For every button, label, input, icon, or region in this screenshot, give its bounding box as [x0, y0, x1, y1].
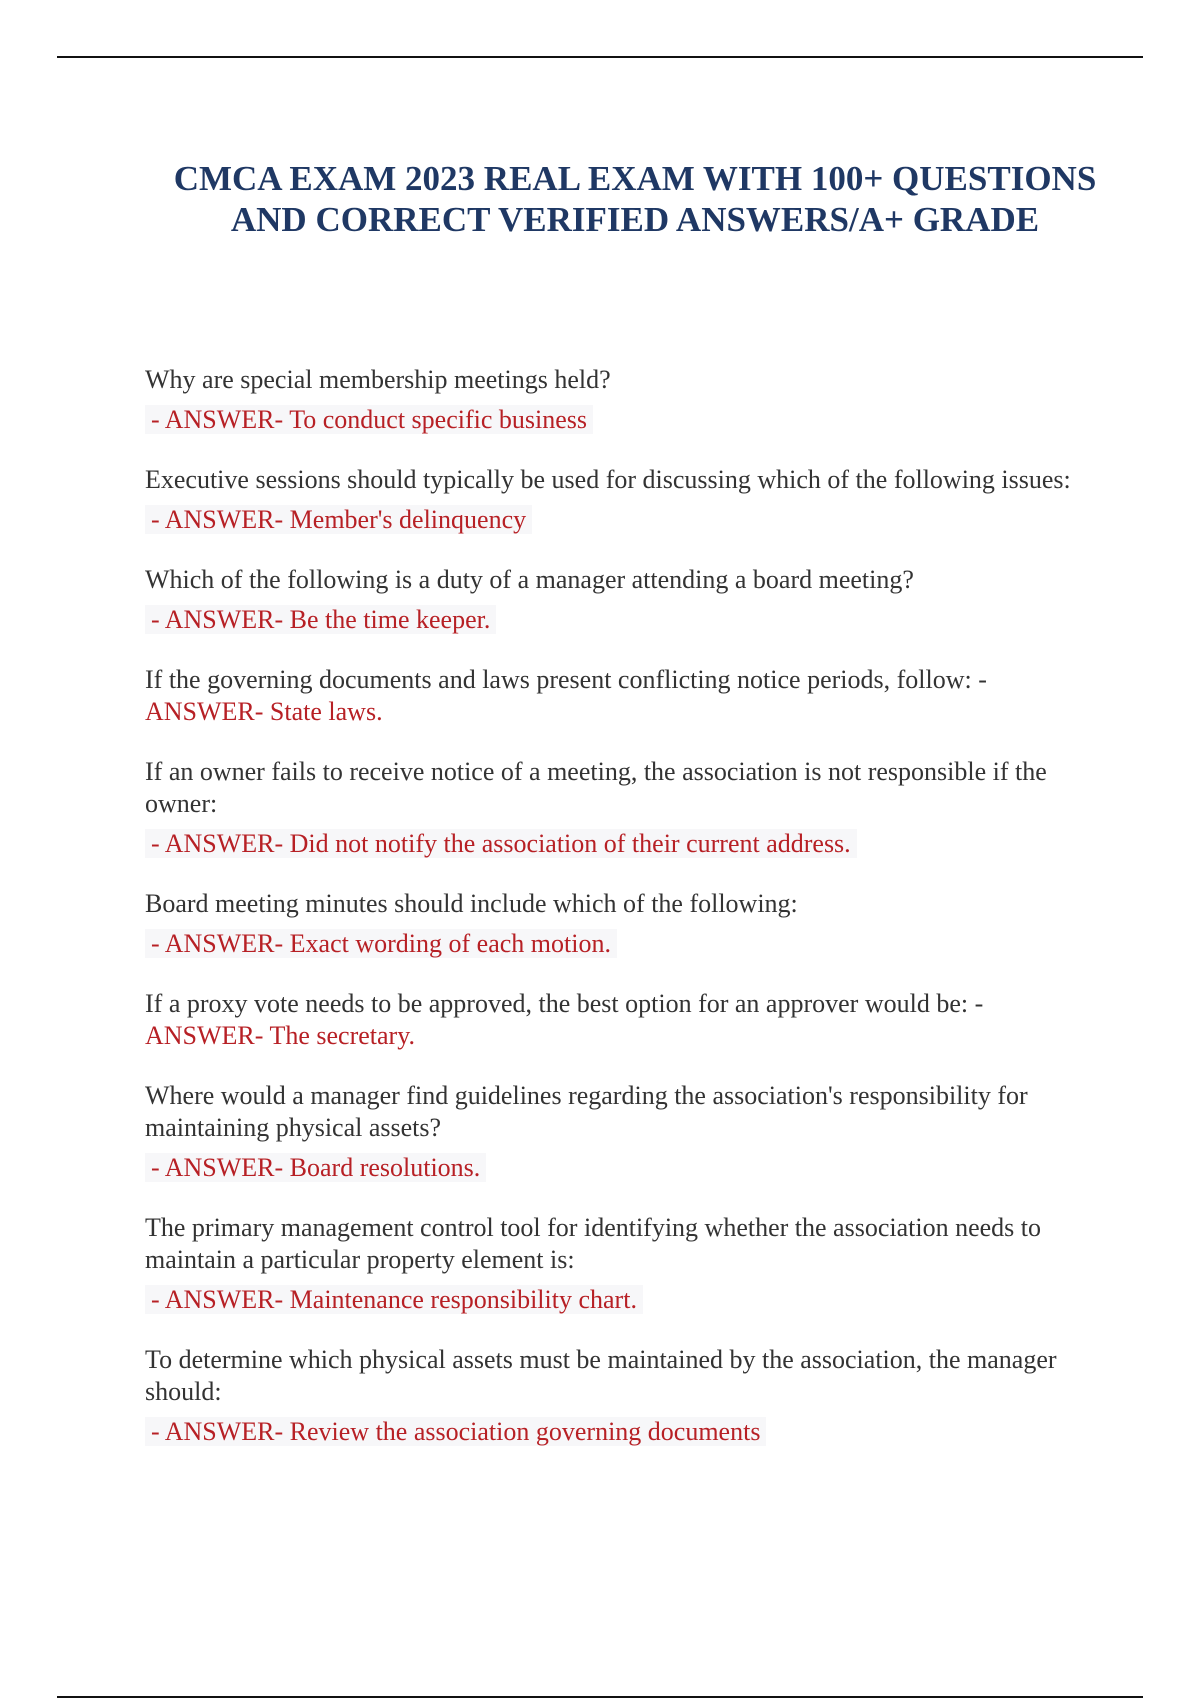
- qa-item-6: [145, 888, 1095, 960]
- answer-text: - ANSWER- Member's delinquency: [145, 505, 532, 534]
- top-rule: [57, 56, 1143, 58]
- title-line-2: AND CORRECT VERIFIED ANSWERS/A+ GRADE: [230, 200, 1040, 239]
- qa-item-5: [145, 756, 1095, 860]
- answer-text: - ANSWER- Review the association governing documents: [145, 1417, 766, 1446]
- answer-block: [145, 1416, 1095, 1448]
- question-text: Which of the following is a duty of a manager attending a board meeting?: [145, 565, 914, 594]
- answer-text: - ANSWER- Board resolutions.: [145, 1153, 486, 1182]
- question-text: Executive sessions should typically be used for discussing which of the following issues:: [145, 465, 1071, 494]
- question-text: Board meeting minutes should include which of the following:: [145, 889, 798, 918]
- question-text: If an owner fails to receive notice of a meeting, the association is not responsible if the owner:: [145, 757, 1047, 818]
- qa-item-3: [145, 564, 1095, 636]
- answer-text: ANSWER- The secretary.: [145, 1021, 416, 1050]
- answer-text: - ANSWER- Be the time keeper.: [145, 605, 496, 634]
- document-title: [120, 158, 1150, 240]
- answer-text: - ANSWER- Did not notify the association of their current address.: [145, 829, 857, 858]
- qa-item-8: [145, 1080, 1095, 1184]
- question-text: If a proxy vote needs to be approved, the best option for an approver would be: -: [145, 989, 984, 1018]
- qa-item-1: [145, 364, 1095, 436]
- question-text: The primary management control tool for identifying whether the association needs to maintain a particular property element is:: [145, 1213, 1042, 1274]
- answer-block: [145, 1152, 1095, 1184]
- qa-item-7: [145, 988, 1095, 1052]
- answer-block: [145, 928, 1095, 960]
- qa-item-9: [145, 1212, 1095, 1316]
- question-text: To determine which physical assets must be maintained by the association, the manager should:: [145, 1345, 1057, 1406]
- answer-block: [145, 504, 1095, 536]
- answer-block: [145, 1284, 1095, 1316]
- qa-item-10: [145, 1344, 1095, 1448]
- question-text: If the governing documents and laws present conflicting notice periods, follow: -: [145, 665, 987, 694]
- answer-text: - ANSWER- To conduct specific business: [145, 405, 593, 434]
- answer-text: ANSWER- State laws.: [145, 697, 383, 726]
- question-text: Where would a manager find guidelines regarding the association's responsibility for maintaining physical assets?: [145, 1081, 1028, 1142]
- question-text: Why are special membership meetings held?: [145, 365, 611, 394]
- answer-text: - ANSWER- Exact wording of each motion.: [145, 929, 617, 958]
- qa-list: [145, 364, 1095, 1476]
- title-line-1: CMCA EXAM 2023 REAL EXAM WITH 100+ QUESTIONS: [173, 159, 1097, 198]
- answer-block: [145, 828, 1095, 860]
- qa-item-4: [145, 664, 1095, 728]
- answer-block: [145, 404, 1095, 436]
- qa-item-2: [145, 464, 1095, 536]
- answer-text: - ANSWER- Maintenance responsibility chart.: [145, 1285, 643, 1314]
- bottom-rule: [57, 1696, 1143, 1698]
- answer-block: [145, 604, 1095, 636]
